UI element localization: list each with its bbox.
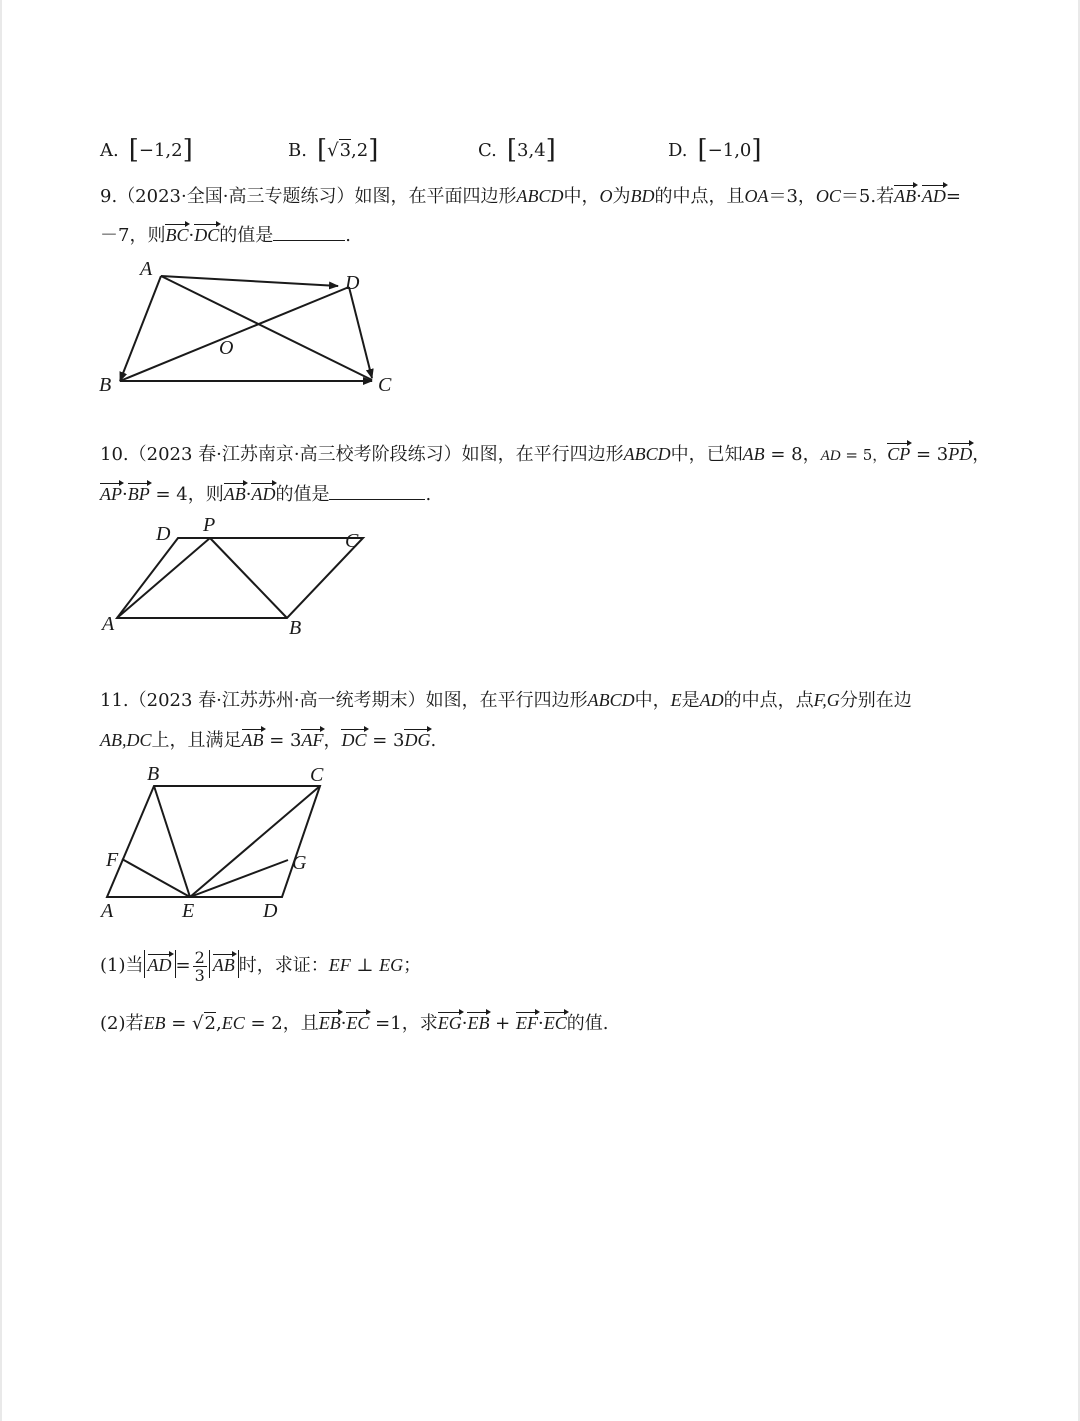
q10-line-2: AP·BP = 4，则AB·AD的值是 . bbox=[100, 481, 431, 508]
label-o: O bbox=[219, 337, 234, 359]
option-d: D. [−1,0] bbox=[668, 135, 762, 165]
segment-ge bbox=[190, 860, 288, 897]
segment-bp bbox=[210, 538, 287, 618]
q11-part-1: (1)当 AD = $\frac{2}{3}$ AB 时，求证：EF ⊥ EG； bbox=[100, 947, 422, 985]
label-p: P bbox=[203, 514, 216, 536]
option-b: B. [√3,2] bbox=[288, 135, 379, 165]
q10-line-1: 10.（2023 春·江苏南京·高三校考阶段练习）如图，在平行四边形ABCD中，已知AB = 8，AD = 5，CP = 3PD， bbox=[100, 444, 991, 465]
q11-line-2: AB,DC上，且满足AB = 3AF，DC = 3DG. bbox=[100, 730, 437, 751]
q10-figure bbox=[95, 515, 385, 640]
label-d: D bbox=[263, 900, 278, 922]
q9-figure bbox=[95, 255, 415, 400]
label-g: G bbox=[292, 852, 307, 874]
q11-part-2: (2)若EB = √2,EC = 2，且EB·EC =1，求EG·EB + EF·EC的值. bbox=[100, 1013, 609, 1034]
vector-dc bbox=[349, 287, 372, 378]
answer-blank[interactable] bbox=[273, 222, 345, 241]
label-e: E bbox=[182, 900, 195, 922]
page-left-edge bbox=[0, 0, 2, 1421]
segment-bd bbox=[120, 287, 349, 381]
label-a: A bbox=[101, 900, 114, 922]
label-a: A bbox=[140, 258, 153, 280]
label-b: B bbox=[147, 763, 160, 785]
label-a: A bbox=[102, 613, 115, 635]
parallelogram-abcd bbox=[107, 786, 320, 897]
label-d: D bbox=[345, 272, 360, 294]
q11-line-1: 11.（2023 春·江苏苏州·高一统考期末）如图，在平行四边形ABCD中，E是AD的中点，点F,G分别在边 bbox=[100, 690, 912, 711]
label-f: F bbox=[106, 849, 119, 871]
option-c: C. [3,4] bbox=[478, 135, 556, 165]
label-c: C bbox=[378, 374, 392, 396]
vector-ad bbox=[161, 276, 338, 286]
segment-ap bbox=[117, 538, 210, 618]
vector-ab bbox=[120, 276, 161, 381]
q9-line-2: －7，则BC·DC的值是 . bbox=[100, 222, 351, 249]
option-a: A. [−1,2] bbox=[100, 135, 193, 165]
label-c: C bbox=[345, 530, 359, 552]
q9-line-1: 9.（2023·全国·高三专题练习）如图，在平面四边形ABCD中，O为BD的中点，且OA＝3，OC＝5.若AB·AD= bbox=[100, 186, 961, 207]
label-c: C bbox=[310, 764, 324, 786]
label-b: B bbox=[289, 617, 302, 639]
parallelogram-abcd bbox=[117, 538, 363, 618]
label-b: B bbox=[99, 374, 112, 396]
answer-blank[interactable] bbox=[329, 481, 425, 500]
label-d: D bbox=[156, 523, 171, 545]
q11-figure bbox=[95, 760, 355, 925]
